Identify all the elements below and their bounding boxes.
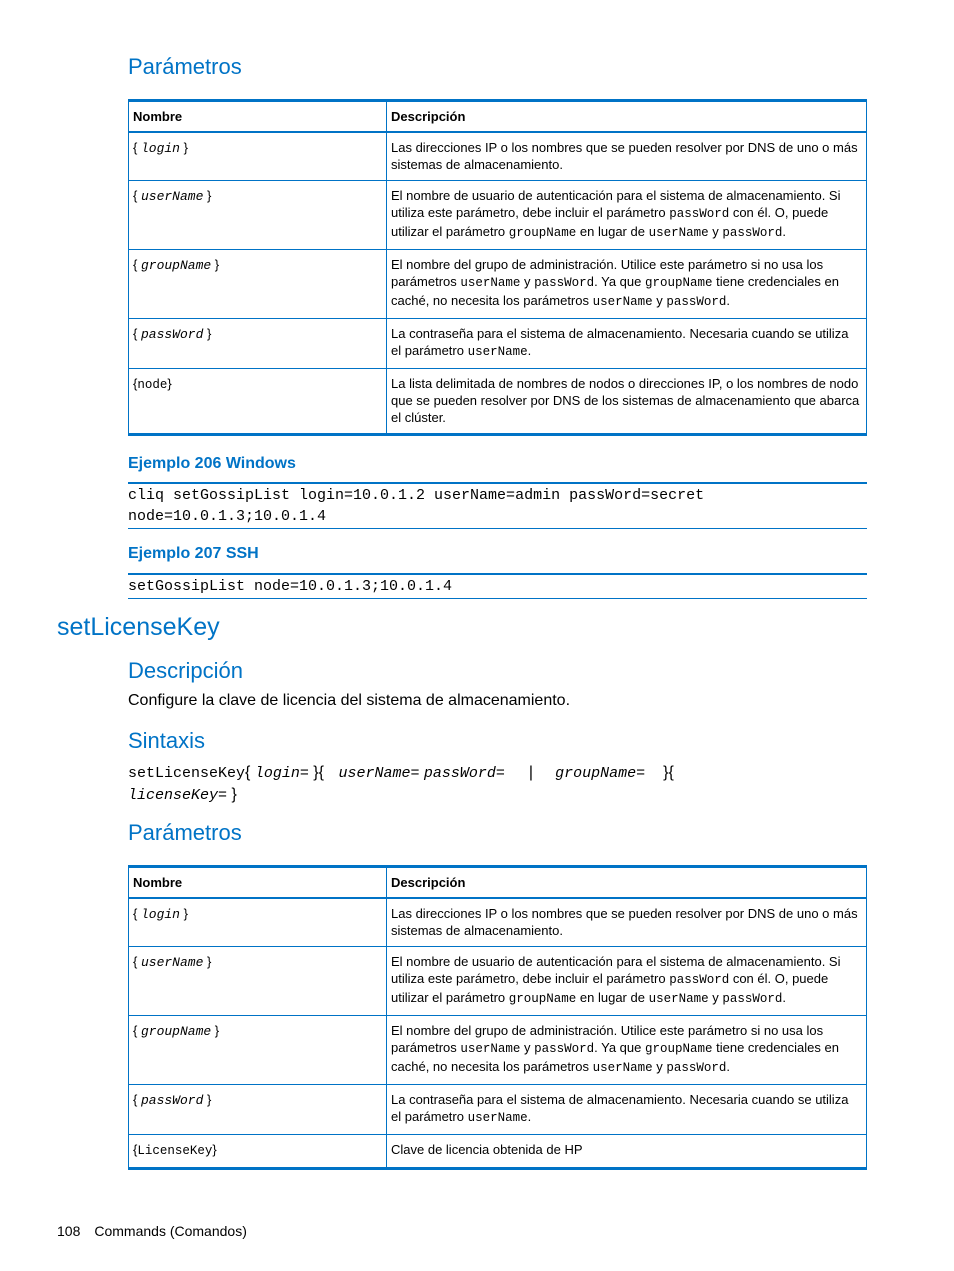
param-name: login [140, 141, 180, 156]
param-name: passWord [140, 1093, 204, 1108]
param-desc-text: . Ya que [594, 274, 645, 289]
param-desc-text: . [726, 293, 730, 308]
params-table-2 [128, 865, 867, 1170]
param-name-cell: { login } [129, 132, 387, 181]
param-name: login [140, 907, 180, 922]
param-desc-text: en lugar de [576, 224, 649, 239]
param-code: passWord [534, 276, 595, 290]
param-desc-cell [387, 132, 867, 181]
param-name-cell: { userName } [129, 947, 387, 1016]
syntax-login: login= [254, 765, 309, 782]
col-header-name: Nombre [129, 867, 387, 899]
param-code: userName [460, 1042, 521, 1056]
table-row [129, 947, 867, 1016]
code-line: setGossipList node=10.0.1.3;10.0.1.4 [128, 578, 453, 595]
param-desc-cell [387, 898, 867, 947]
footer-section: Commands (Comandos) [94, 1223, 247, 1239]
params-heading-1: Parámetros [128, 54, 242, 79]
code-line: node=10.0.1.3;10.0.1.4 [128, 508, 327, 525]
page-footer [57, 1223, 247, 1239]
param-desc-cell [387, 947, 867, 1016]
syntax-username: userName= [338, 765, 420, 782]
param-name-cell: {node} [129, 369, 387, 435]
param-desc-text: y [520, 274, 535, 289]
param-desc-cell [387, 319, 867, 369]
param-desc-text: y [652, 293, 667, 308]
syntax-licensekey: licenseKey= [128, 787, 228, 804]
param-name: groupName [140, 1024, 212, 1039]
param-name-cell: {LicenseKey} [129, 1135, 387, 1169]
table-row [129, 898, 867, 947]
syntax-brace: }{ [663, 764, 674, 781]
param-desc-text: El nombre de usuario de autenticación para el sistema de almacenamiento. Si utiliza este parámetro, debe incluir el parámetro [391, 954, 841, 986]
table-row [129, 319, 867, 369]
param-code: userName [467, 1111, 528, 1125]
param-code: passWord [534, 1042, 595, 1056]
param-name-cell: { groupName } [129, 250, 387, 319]
param-desc-text: . [527, 343, 532, 358]
param-code: groupName [644, 1042, 713, 1056]
syntax-command: setLicenseKey [128, 765, 246, 782]
table-row [129, 1135, 867, 1169]
param-code: groupName [508, 226, 577, 240]
syntax-heading: Sintaxis [128, 728, 206, 753]
syntax-password: passWord= [423, 765, 505, 782]
param-desc-text: . Ya que [594, 1040, 645, 1055]
page-number: 108 [57, 1223, 81, 1239]
param-desc-text: y [652, 1059, 667, 1074]
param-name-cell: { login } [129, 898, 387, 947]
syntax-line-2 [128, 784, 237, 807]
param-code: userName [648, 992, 709, 1006]
param-code: passWord [669, 207, 730, 221]
param-desc-text: El nombre de usuario de autenticación para el sistema de almacenamiento. Si utiliza este parámetro, debe incluir el parámetro [391, 188, 841, 220]
col-header-desc: Descripción [387, 101, 867, 133]
param-name-cell: { groupName } [129, 1016, 387, 1085]
syntax-groupname: groupName= [555, 765, 646, 782]
description-heading: Descripción [128, 658, 243, 683]
param-desc-text: . [527, 1109, 532, 1124]
param-code: passWord [666, 295, 727, 309]
code-line: cliq setGossipList login=10.0.1.2 userName=admin passWord=secret [128, 487, 705, 504]
param-desc-text: El nombre del grupo de administración. Utilice este parámetro si no usa los parámetros [391, 257, 824, 289]
example-207-heading: Ejemplo 207 SSH [128, 545, 259, 562]
param-code: passWord [722, 226, 783, 240]
params-table-1 [128, 99, 867, 436]
param-name: userName [140, 189, 204, 204]
param-name-cell: { passWord } [129, 1085, 387, 1135]
param-desc-text: y [520, 1040, 535, 1055]
syntax-brace: { [245, 764, 251, 781]
param-desc-text: . [782, 224, 786, 239]
param-desc-text: Clave de licencia obtenida de HP [391, 1142, 583, 1157]
param-desc-text: con él. O, puede utilizar el parámetro [391, 205, 829, 239]
param-desc-text: y [708, 224, 723, 239]
param-code: groupName [508, 992, 577, 1006]
param-desc-text: Las direcciones IP o los nombres que se pueden resolver por DNS de uno o más sistemas de almacenamiento. [391, 140, 858, 172]
params-heading-2: Parámetros [128, 820, 242, 845]
param-desc-text: Las direcciones IP o los nombres que se pueden resolver por DNS de uno o más sistemas de almacenamiento. [391, 906, 858, 938]
param-code: passWord [722, 992, 783, 1006]
param-name: userName [140, 955, 204, 970]
param-name: node [137, 378, 168, 392]
param-desc-text: . [782, 990, 786, 1005]
param-desc-text: tiene credenciales en caché, no necesita los parámetros [391, 274, 839, 308]
param-desc-text: y [708, 990, 723, 1005]
table-row [129, 369, 867, 435]
param-desc-cell [387, 1085, 867, 1135]
param-desc-cell [387, 181, 867, 250]
param-code: userName [592, 295, 653, 309]
col-header-desc: Descripción [387, 867, 867, 899]
param-name-cell: { passWord } [129, 319, 387, 369]
param-desc-text: La lista delimitada de nombres de nodos o direcciones IP, o los nombres de nodo que se pueden resolver por DNS de los sistemas de almacenamiento que abarca el clúster. [391, 376, 860, 425]
col-header-name: Nombre [129, 101, 387, 133]
example-207-code [128, 573, 867, 599]
table-row [129, 181, 867, 250]
param-desc-text: en lugar de [576, 990, 649, 1005]
param-name: LicenseKey [137, 1144, 213, 1158]
param-desc-text: tiene credenciales en caché, no necesita los parámetros [391, 1040, 839, 1074]
table-row [129, 1085, 867, 1135]
param-name-cell: { userName } [129, 181, 387, 250]
table-row [129, 1016, 867, 1085]
param-code: userName [648, 226, 709, 240]
param-code: passWord [666, 1061, 727, 1075]
example-206-code [128, 482, 867, 529]
param-code: groupName [644, 276, 713, 290]
param-desc-text: El nombre del grupo de administración. Utilice este parámetro si no usa los parámetros [391, 1023, 824, 1055]
param-desc-cell [387, 1135, 867, 1169]
command-title: setLicenseKey [57, 613, 220, 641]
param-code: userName [592, 1061, 653, 1075]
description-text: Configure la clave de licencia del sistema de almacenamiento. [128, 692, 571, 709]
syntax-brace: }{ [313, 764, 324, 781]
table-row [129, 132, 867, 181]
syntax-brace: } [231, 786, 237, 803]
param-desc-text: . [726, 1059, 730, 1074]
syntax-line-1 [128, 762, 674, 785]
param-code: userName [460, 276, 521, 290]
param-desc-text: con él. O, puede utilizar el parámetro [391, 971, 829, 1005]
param-desc-cell [387, 369, 867, 435]
param-code: passWord [669, 973, 730, 987]
param-desc-cell [387, 1016, 867, 1085]
table-row [129, 250, 867, 319]
param-name: groupName [140, 258, 212, 273]
param-name: passWord [140, 327, 204, 342]
example-206-heading: Ejemplo 206 Windows [128, 455, 296, 472]
syntax-pipe: | [528, 764, 534, 781]
param-desc-cell [387, 250, 867, 319]
param-desc-text: La contraseña para el sistema de almacenamiento. Necesaria cuando se utiliza el parámetro [391, 1092, 849, 1124]
param-code: userName [467, 345, 528, 359]
param-desc-text: La contraseña para el sistema de almacenamiento. Necesaria cuando se utiliza el parámetro [391, 326, 849, 358]
